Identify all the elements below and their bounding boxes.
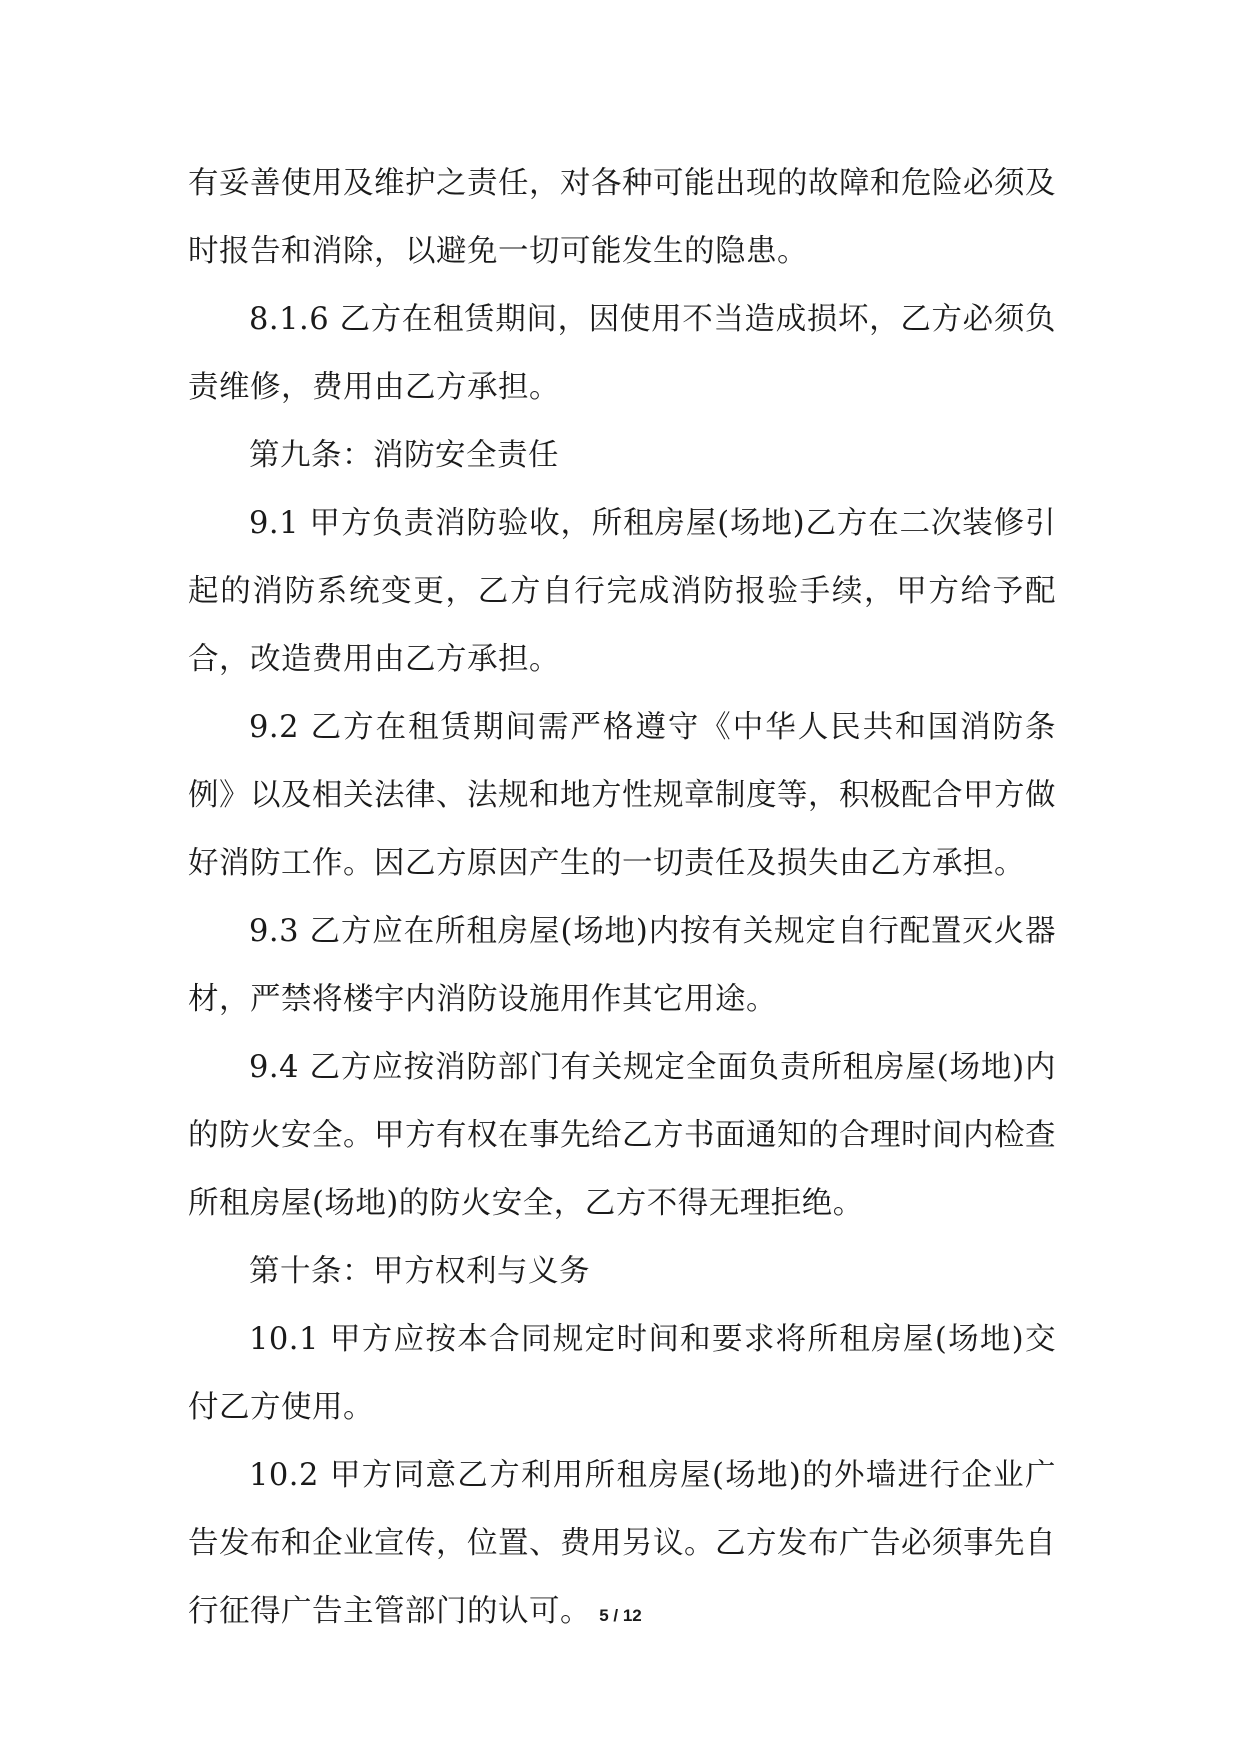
document-body bbox=[188, 150, 1056, 1646]
paragraph-clause-10-1: 10.1 甲方应按本合同规定时间和要求将所租房屋(场地)交付乙方使用。 bbox=[188, 1322, 1056, 1425]
paragraph-clause-8-1-6: 8.1.6 乙方在租赁期间，因使用不当造成损坏，乙方必须负责维修，费用由乙方承担。 bbox=[188, 302, 1056, 405]
paragraph-clause-9-2: 9.2 乙方在租赁期间需严格遵守《中华人民共和国消防条例》以及相关法律、法规和地方性规章制度等，积极配合甲方做好消防工作。因乙方原因产生的一切责任及损失由乙方承担。 bbox=[188, 710, 1056, 881]
paragraph-clause-9-4: 9.4 乙方应按消防部门有关规定全面负责所租房屋(场地)内的防火安全。甲方有权在事先给乙方书面通知的合理时间内检查所租房屋(场地)的防火安全，乙方不得无理拒绝。 bbox=[188, 1050, 1056, 1221]
paragraph-continuation: 有妥善使用及维护之责任，对各种可能出现的故障和危险必须及时报告和消除，以避免一切可能发生的隐患。 bbox=[188, 166, 1056, 269]
page-number: 5 / 12 bbox=[599, 1606, 642, 1625]
paragraph-clause-9-3: 9.3 乙方应在所租房屋(场地)内按有关规定自行配置灭火器材，严禁将楼宇内消防设施用作其它用途。 bbox=[188, 914, 1056, 1017]
paragraph-clause-9-1: 9.1 甲方负责消防验收，所租房屋(场地)乙方在二次装修引起的消防系统变更，乙方自行完成消防报验手续，甲方给予配合，改造费用由乙方承担。 bbox=[188, 506, 1056, 677]
section-heading-article-9: 第九条：消防安全责任 bbox=[249, 438, 559, 473]
section-heading-article-10: 第十条：甲方权利与义务 bbox=[249, 1254, 590, 1289]
paragraph-clause-10-2: 10.2 甲方同意乙方利用所租房屋(场地)的外墙进行企业广告发布和企业宣传，位置、费用另议。乙方发布广告必须事先自行征得广告主管部门的认可。 bbox=[188, 1458, 1056, 1629]
